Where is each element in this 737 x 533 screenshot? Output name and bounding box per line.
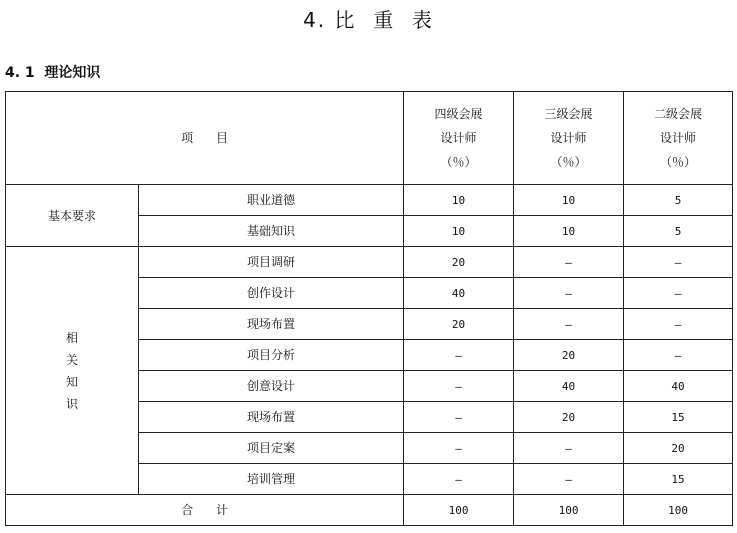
level-2-header-line1: 二级会展: [654, 107, 703, 121]
value-level-4: —: [404, 371, 514, 402]
value-level-4: —: [404, 433, 514, 464]
value-level-2: —: [624, 340, 733, 371]
item-name: 创意设计: [139, 371, 404, 402]
value-level-4: —: [404, 402, 514, 433]
value-level-2: 40: [624, 371, 733, 402]
value-level-2: 5: [624, 216, 733, 247]
value-level-2: —: [624, 309, 733, 340]
value-level-3: 40: [514, 371, 624, 402]
project-header: [6, 92, 404, 185]
level-4-header-line1: 四级会展: [434, 107, 483, 121]
value-level-4: 20: [404, 309, 514, 340]
level-3-header-line1: 三级会展: [544, 107, 593, 121]
item-name: 创作设计: [139, 278, 404, 309]
total-level-4: 100: [404, 495, 514, 526]
value-level-2: —: [624, 247, 733, 278]
table-row: [6, 247, 733, 278]
value-level-3: 20: [514, 340, 624, 371]
value-level-2: 20: [624, 433, 733, 464]
value-level-2: —: [624, 278, 733, 309]
section-title: 4. 1 理论知识: [5, 65, 101, 81]
value-level-3: 20: [514, 402, 624, 433]
project-header-text: 项 目: [181, 131, 228, 145]
value-level-4: 40: [404, 278, 514, 309]
level-3-header-line3: （％）: [550, 155, 587, 169]
total-level-3: 100: [514, 495, 624, 526]
category-related: [6, 247, 139, 495]
level-4-header: [404, 92, 514, 185]
level-4-header-line2: 设计师: [440, 131, 477, 145]
value-level-2: 5: [624, 185, 733, 216]
table-header-row: [6, 92, 733, 185]
category-basic: 基本要求: [6, 185, 139, 247]
level-3-header-line2: 设计师: [550, 131, 587, 145]
value-level-4: 10: [404, 185, 514, 216]
value-level-3: —: [514, 278, 624, 309]
total-row: [6, 495, 733, 526]
item-name: 项目分析: [139, 340, 404, 371]
level-3-header: [514, 92, 624, 185]
value-level-3: 10: [514, 185, 624, 216]
value-level-3: —: [514, 309, 624, 340]
level-2-header: [624, 92, 733, 185]
item-name: 项目定案: [139, 433, 404, 464]
value-level-3: 10: [514, 216, 624, 247]
value-level-2: 15: [624, 464, 733, 495]
category-related-text: 相关知识: [65, 330, 78, 411]
value-level-4: —: [404, 464, 514, 495]
table-row: [6, 185, 733, 216]
total-label-text: 合 计: [181, 503, 228, 517]
value-level-4: 20: [404, 247, 514, 278]
value-level-4: —: [404, 340, 514, 371]
value-level-3: —: [514, 433, 624, 464]
item-name: 培训管理: [139, 464, 404, 495]
page-title: 4. 比 重 表: [303, 8, 434, 32]
total-label: [6, 495, 404, 526]
level-2-header-line3: （％）: [660, 155, 697, 169]
item-name: 现场布置: [139, 309, 404, 340]
item-name: 项目调研: [139, 247, 404, 278]
level-2-header-line2: 设计师: [660, 131, 697, 145]
value-level-4: 10: [404, 216, 514, 247]
level-4-header-line3: （％）: [440, 155, 477, 169]
item-name: 职业道德: [139, 185, 404, 216]
item-name: 现场布置: [139, 402, 404, 433]
total-level-2: 100: [624, 495, 733, 526]
item-name: 基础知识: [139, 216, 404, 247]
value-level-2: 15: [624, 402, 733, 433]
value-level-3: —: [514, 464, 624, 495]
weight-table: [5, 91, 733, 526]
value-level-3: —: [514, 247, 624, 278]
